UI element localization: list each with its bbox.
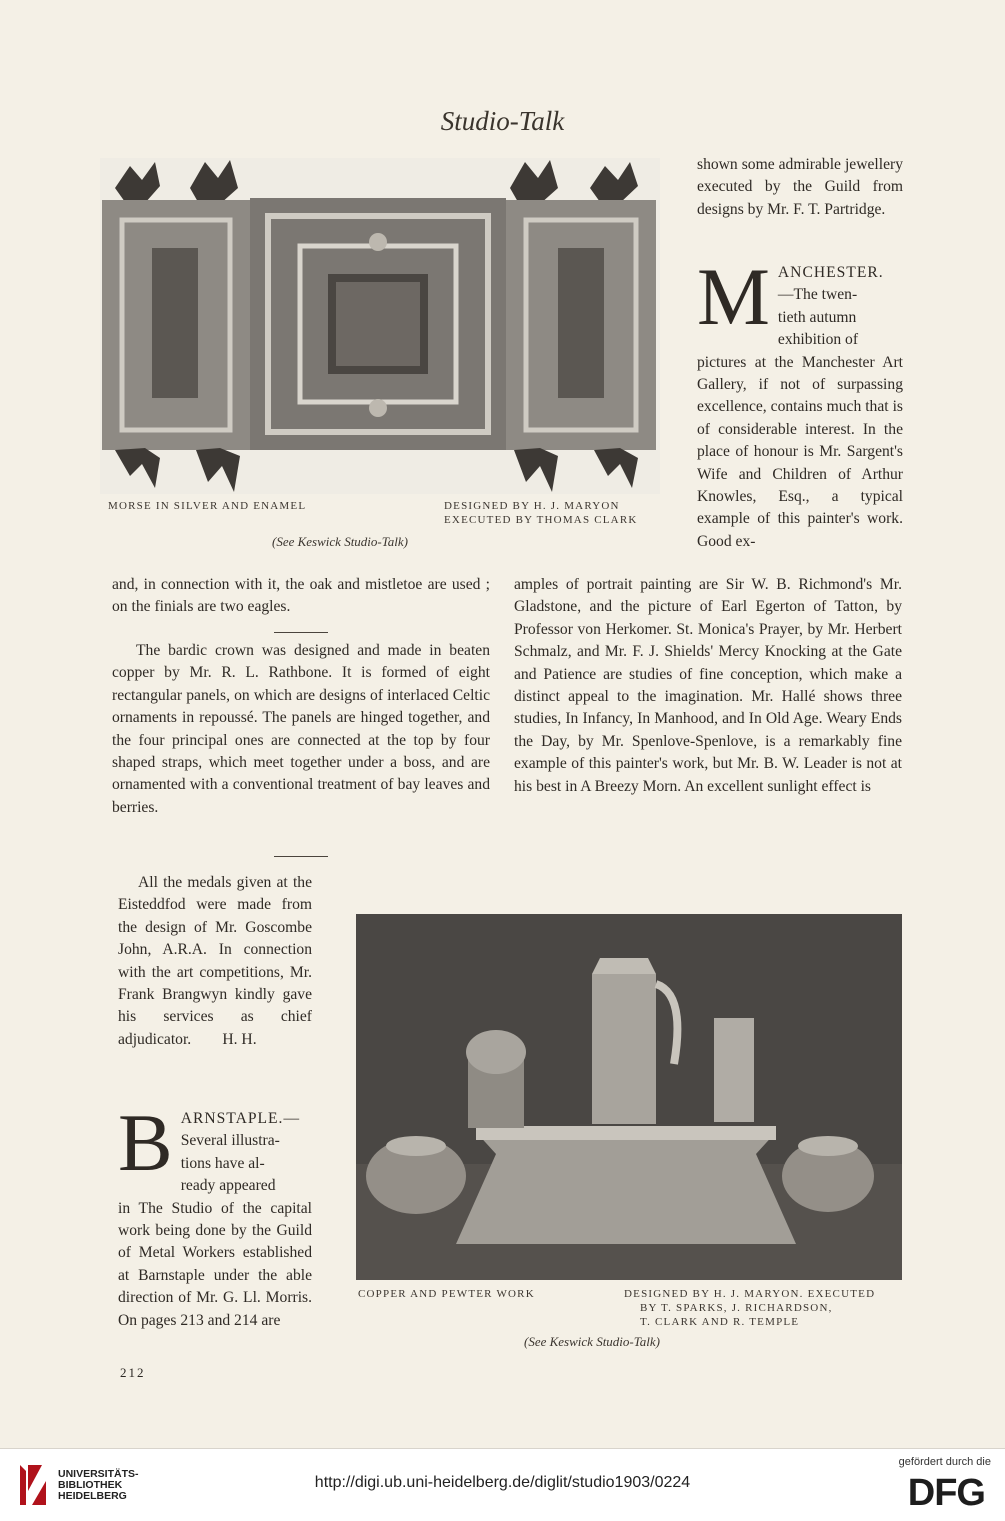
dfg-logo[interactable]: DFG <box>907 1472 985 1514</box>
manchester-line-1: —The twen- <box>777 286 858 304</box>
barnstaple-heading: ARNSTAPLE.— <box>180 1110 301 1127</box>
manchester-paragraph-b: amples of portrait painting are Sir W. B. Richmond's Mr. Gladstone, and the picture of Earl Egerton of Tatton, by Professor von Herkomer. St. Monica's Prayer, by Mr. Herbert Schmalz, and Mr. F. J. Shields' Mercy Knocking at the Gate and Patience are studies of fine conception, which make a distinct appeal to the imagination. Mr. Hallé shows three studies, In Infancy, In Manhood, and In Old Age. Weary Ends the Day, by Mr. Spenlove-Spenlove, is a remarkably fine example of this painter's work, but Mr. B. W. Leader is not at his best in A Breezy Morn. An excellent sunlight effect is <box>514 576 902 795</box>
left-column-para2 <box>112 640 490 819</box>
manchester-section <box>697 251 903 553</box>
plate-copper-caption-line-2: BY T. SPARKS, J. RICHARDSON, <box>640 1302 833 1314</box>
manchester-paragraph-a: pictures at the Manchester Art Gallery, if not of surpassing excellence, contains much that is of considerable interest. In the place of honour is Mr. Sargent's Wife and Children of Arthur Knowles, Esq., a typical example of this painter's work. Good ex- <box>697 353 903 550</box>
plate-morse-see-note: (See Keswick Studio-Talk) <box>272 534 408 549</box>
section-rule-2 <box>274 856 328 857</box>
right-column-lower <box>514 574 902 798</box>
plate-morse-caption-executor: EXECUTED BY THOMAS CLARK <box>444 514 638 526</box>
page-number: 212 <box>120 1365 146 1380</box>
paragraph-partridge: shown some admirable jewellery executed by the Guild from designs by Mr. F. T. Partridge. <box>697 156 903 218</box>
plate-copper-caption-title: COPPER AND PEWTER WORK <box>358 1288 535 1300</box>
barnstaple-line-3: ready appeared <box>180 1177 276 1195</box>
document-url-link[interactable]: http://digi.ub.uni-heidelberg.de/diglit/studio1903/0224 <box>314 1474 691 1491</box>
section-rule-1 <box>274 632 328 633</box>
paragraph-medals: All the medals given at the Eisteddfod were made from the design of Mr. Goscombe John, A.R.A. In connection with the art competitions, Mr. Frank Brangwyn kindly gave his services as chief adjudicator. <box>118 874 312 1048</box>
funding-note: gefördert durch die <box>898 1456 991 1468</box>
left-column-para1 <box>112 574 490 619</box>
library-line-2: BIBLIOTHEK <box>58 1479 123 1491</box>
barnstaple-line-2: tions have al- <box>180 1154 265 1172</box>
library-line-1: UNIVERSITÄTS- <box>58 1468 139 1480</box>
copper-pewter-illustration <box>356 914 902 1280</box>
paragraph-eagles: and, in connection with it, the oak and mistletoe are used ; on the finials are two eagles. <box>112 576 490 616</box>
dropcap-b: B <box>118 1097 173 1188</box>
plate-copper-caption-line-3: T. CLARK AND R. TEMPLE <box>640 1316 800 1328</box>
morse-illustration <box>100 158 660 494</box>
barnstaple-section <box>118 1097 312 1332</box>
plate-morse-image <box>100 158 660 494</box>
library-line-3: HEIDELBERG <box>58 1490 127 1502</box>
barnstaple-line-1: Several illustra- <box>180 1132 280 1150</box>
signature: H. H. <box>222 1030 257 1048</box>
right-column-top <box>697 154 903 221</box>
plate-copper-caption-line-1: DESIGNED BY H. J. MARYON. EXECUTED <box>624 1288 876 1300</box>
dropcap-m: M <box>697 251 770 342</box>
plate-copper-pewter-image <box>356 914 902 1280</box>
paragraph-bardic-crown: The bardic crown was designed and made in beaten copper by Mr. R. L. Rathbone. It is formed of eight rectangular panels, on which are designs of interlaced Celtic ornaments in repoussé. The panels are hinged together, and the four principal ones are connected at the top by four shaped straps, which meet together under a boss, and are ornamented with a conventional treatment of bay leaves and berries. <box>112 642 490 816</box>
plate-morse-caption-designer: DESIGNED BY H. J. MARYON <box>444 500 620 512</box>
manchester-line-2: tieth autumn <box>777 308 857 326</box>
manchester-heading: ANCHESTER. <box>777 264 884 281</box>
left-column-para3 <box>118 872 312 1051</box>
barnstaple-paragraph: in The Studio of the capital work being done by the Guild of Metal Workers established at Barnstaple under the able direction of Mr. G. Ll. Morris. On pages 213 and 214 are <box>118 1199 312 1329</box>
plate-copper-see-note: (See Keswick Studio-Talk) <box>524 1334 660 1349</box>
manchester-line-3: exhibition of <box>777 331 859 349</box>
plate-morse-caption-title: MORSE IN SILVER AND ENAMEL <box>108 500 307 512</box>
running-head: Studio-Talk <box>440 106 565 136</box>
